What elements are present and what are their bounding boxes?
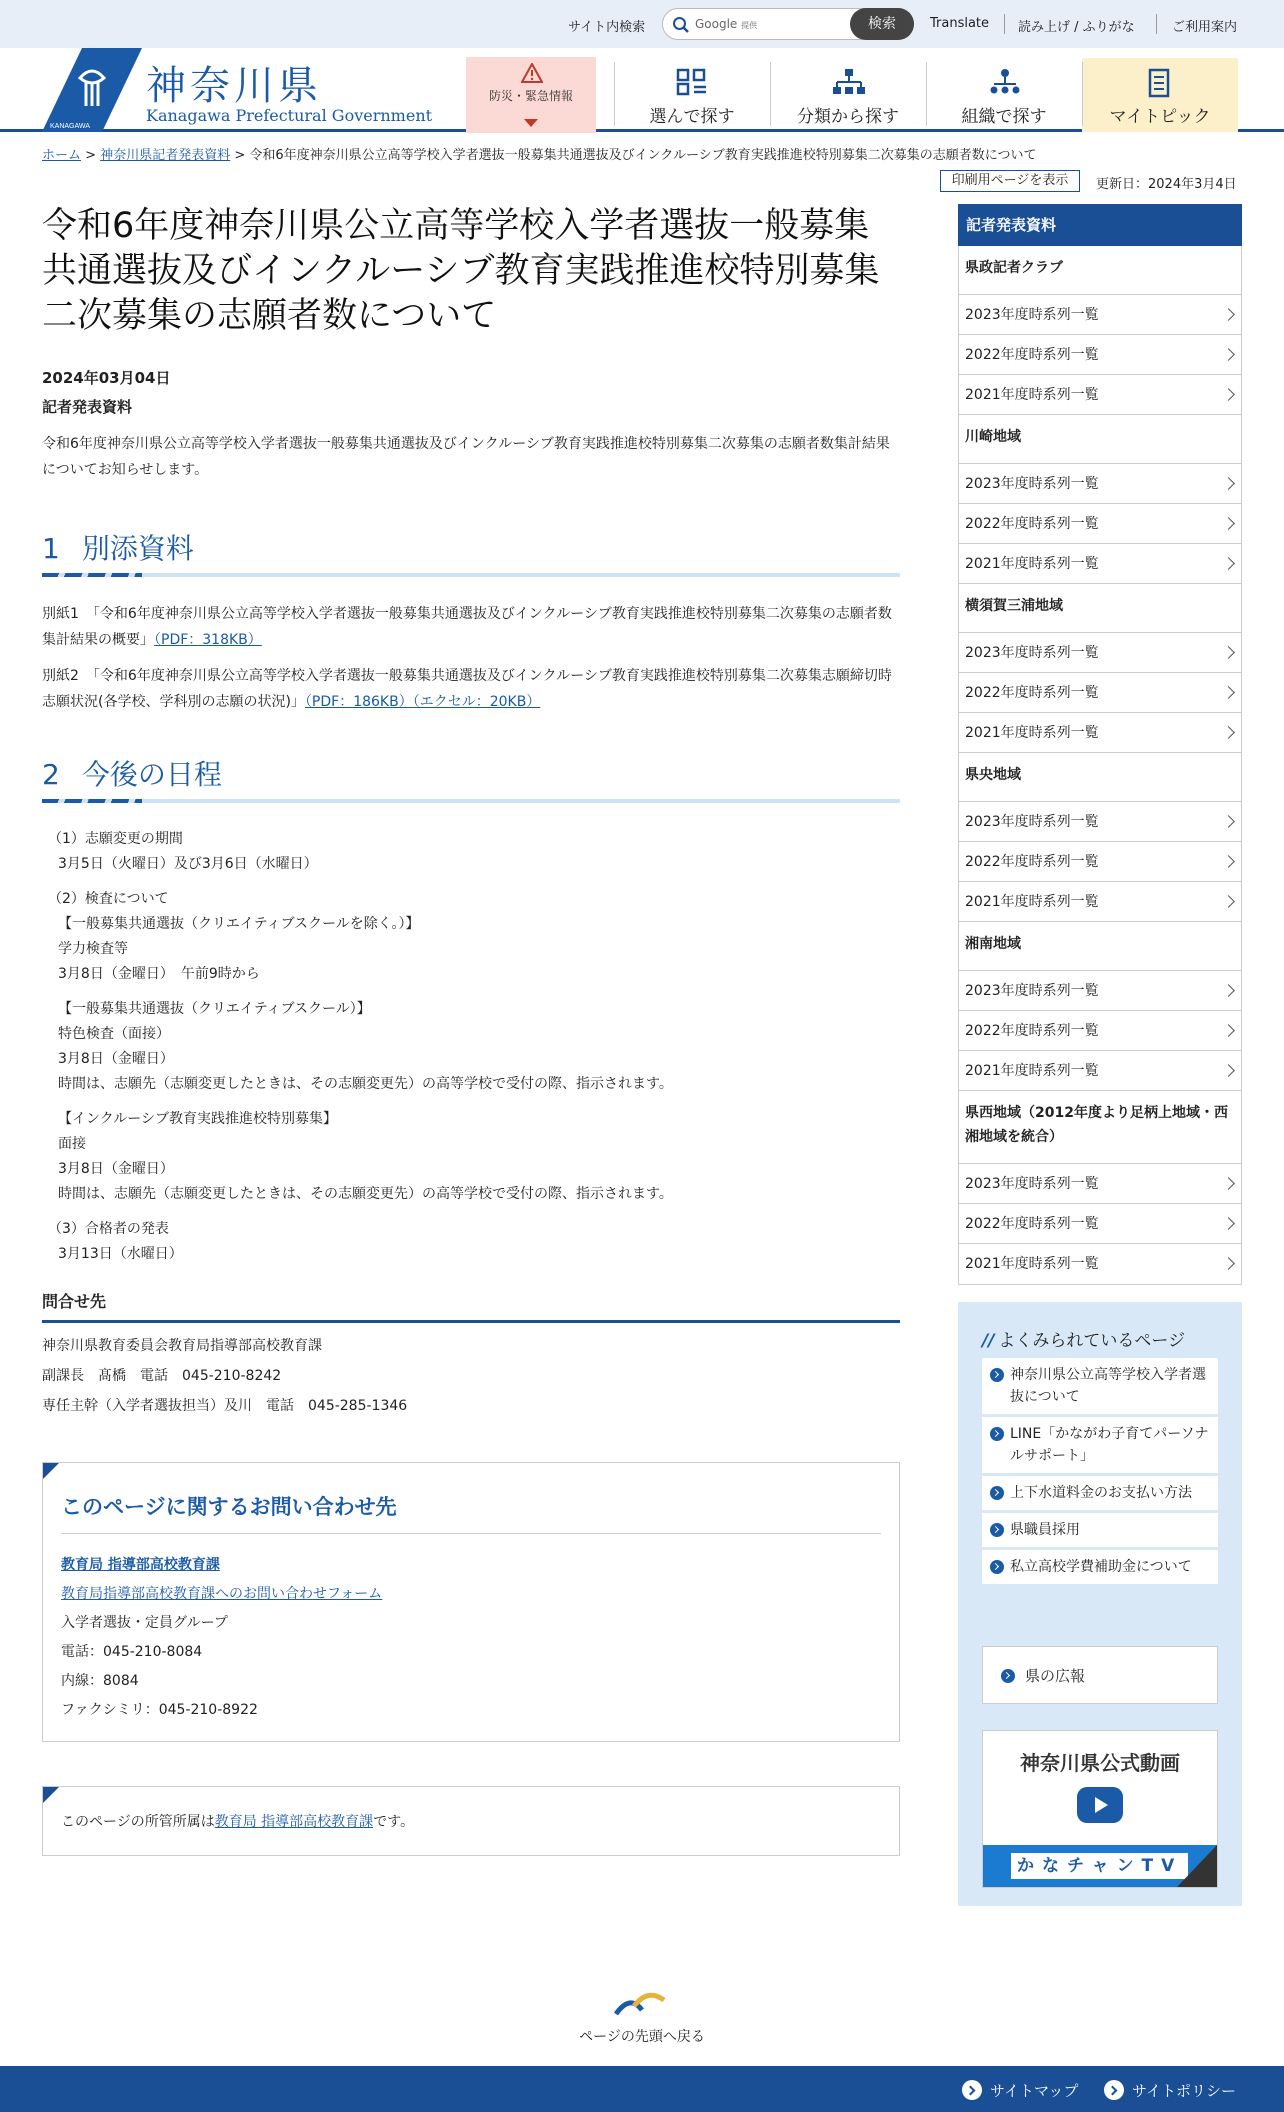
schedule-line: 特色検査（面接） xyxy=(58,1026,170,1042)
inquiry-body xyxy=(61,1551,382,1725)
attachment-1-text: 別紙1 「令和6年度神奈川県公立高等学校入学者選抜一般募集共通選抜及びインクルーシブ教育実践推進校特別募集二次募集の志願者数集計結果の概要」 xyxy=(42,606,892,648)
nav-mytopic-label: マイトピック xyxy=(1109,107,1211,127)
schedule xyxy=(42,827,900,1267)
popular-list xyxy=(982,1358,1218,1584)
guide-link[interactable]: ご利用案内 xyxy=(1172,20,1238,35)
search-placeholder: Google xyxy=(695,17,738,31)
popular-pages xyxy=(958,1302,1242,1906)
schedule-line: 3月13日（水曜日） xyxy=(58,1246,183,1262)
nav-mytopic[interactable] xyxy=(1082,58,1238,132)
nav-organization[interactable] xyxy=(926,58,1082,132)
contact-line: 専任主幹（入学者選抜担当）及川 電話 045-285-1346 xyxy=(42,1398,408,1414)
inquiry-form-link[interactable]: 教育局指導部高校教育課へのお問い合わせフォーム xyxy=(61,1586,383,1602)
sidebar-item[interactable]: 2023年度時系列一覧 xyxy=(959,802,1241,842)
organization-icon xyxy=(988,68,1022,98)
inquiry-ext: 内線：8084 xyxy=(61,1673,139,1689)
attachment-2-excel-link[interactable]: （エクセル：20KB） xyxy=(412,694,541,710)
sidebar-heading: 記者発表資料 xyxy=(958,204,1242,246)
updated-date: 更新日：2024年3月4日 xyxy=(1096,177,1237,192)
inquiry-box xyxy=(42,1462,900,1742)
sidebar-item[interactable]: 2023年度時系列一覧 xyxy=(959,295,1241,335)
breadcrumb-separator: > xyxy=(81,148,101,163)
sidebar-item[interactable]: 2023年度時系列一覧 xyxy=(959,1164,1241,1204)
sidebar-item[interactable]: 2021年度時系列一覧 xyxy=(959,1244,1241,1284)
kanagawa-logo[interactable] xyxy=(42,48,142,136)
sidebar-item[interactable]: 2021年度時系列一覧 xyxy=(959,1051,1241,1091)
nav-organization-label: 組織で探す xyxy=(961,107,1047,127)
popular-item[interactable]: 私立高校学費補助金について xyxy=(982,1550,1218,1584)
main-content xyxy=(42,204,900,1421)
inquiry-title: このページに関するお問い合わせ先 xyxy=(61,1495,397,1519)
video-title: 神奈川県公式動画 xyxy=(1020,1751,1180,1775)
attachment-2-text: 別紙2 「令和6年度神奈川県公立高等学校入学者選抜一般募集共通選抜及びインクルーシブ教育実践推進校特別募集二次募集志願締切時志願状況(各学校、学科別の志願の状況)」 xyxy=(42,668,892,710)
page-title: 令和6年度神奈川県公立高等学校入学者選抜一般募集共通選抜及びインクルーシブ教育実践推進校特別募集二次募集の志願者数について xyxy=(42,206,880,336)
arrow-circle-icon xyxy=(990,1368,1004,1382)
section-number: 1 xyxy=(42,532,60,565)
seagull-icon xyxy=(612,1984,672,2020)
arrow-circle-icon xyxy=(1001,1669,1015,1683)
owner-prefix: このページの所管所属は xyxy=(61,1814,215,1830)
slash-icon: // xyxy=(982,1331,995,1351)
schedule-heading: （3）合格者の発表 xyxy=(48,1221,169,1237)
popular-item[interactable]: 県職員採用 xyxy=(982,1513,1218,1550)
breadcrumb-current: 令和6年度神奈川県公立高等学校入学者選抜一般募集共通選抜及びインクルーシブ教育実践推進校特別募集二次募集の志願者数について xyxy=(249,148,1037,163)
schedule-heading: （1）志願変更の期間 xyxy=(48,831,183,847)
logo-small-text: KANAGAWA xyxy=(50,123,90,130)
section-title: 別添資料 xyxy=(81,532,194,565)
sidebar-item[interactable]: 2022年度時系列一覧 xyxy=(959,1204,1241,1244)
schedule-group: 【一般募集共通選抜（クリエイティブスクール）】 xyxy=(58,1001,371,1017)
document-kind: 記者発表資料 xyxy=(42,398,133,416)
schedule-line: 3月8日（金曜日） xyxy=(58,1051,174,1067)
kanachan-tv-label: かなチャンTV xyxy=(1011,1853,1188,1879)
sidebar-item[interactable]: 2022年度時系列一覧 xyxy=(959,1011,1241,1051)
schedule-group: 【インクルーシブ教育実践推進校特別募集】 xyxy=(58,1111,338,1127)
sidebar-list xyxy=(958,246,1242,1285)
schedule-line: 時間は、志願先（志願変更したときは、その志願変更先）の高等学校で受付の際、指示されます。 xyxy=(58,1076,673,1092)
search-icon xyxy=(672,16,690,34)
site-search-label: サイト内検索 xyxy=(568,20,646,35)
readaloud-link[interactable]: 読み上げ / ふりがな xyxy=(1018,20,1135,35)
emergency-info-label: 防災・緊急情報 xyxy=(488,89,573,103)
attachment-2 xyxy=(42,663,900,715)
popular-item[interactable]: 上下水道料金のお支払い方法 xyxy=(982,1476,1218,1513)
inquiry-fax: ファクシミリ：045-210-8922 xyxy=(61,1702,258,1718)
breadcrumb xyxy=(42,144,1036,163)
lead-text: 令和6年度神奈川県公立高等学校入学者選抜一般募集共通選抜及びインクルーシブ教育実践推進校特別募集二次募集の志願者数集計結果についてお知らせします。 xyxy=(42,436,890,478)
popular-title: // よくみられているページ xyxy=(982,1331,1186,1351)
schedule-line: 学力検査等 xyxy=(58,941,128,957)
sidebar-item[interactable]: 2021年度時系列一覧 xyxy=(959,375,1241,415)
corner-mark xyxy=(43,1463,59,1479)
sidebar-group: 湘南地域 xyxy=(959,922,1241,971)
owner-box xyxy=(42,1786,900,1856)
owner-link[interactable]: 教育局 指導部高校教育課 xyxy=(214,1814,374,1830)
section-attachments-heading xyxy=(42,527,900,577)
koho-label: 県の広報 xyxy=(1025,1667,1086,1685)
sidebar-item[interactable]: 2021年度時系列一覧 xyxy=(959,544,1241,584)
search-button[interactable]: 検索 xyxy=(850,8,914,40)
sidebar-item[interactable]: 2022年度時系列一覧 xyxy=(959,504,1241,544)
breadcrumb-home[interactable]: ホーム xyxy=(42,148,82,163)
arrow-circle-icon xyxy=(990,1486,1004,1500)
mytopic-icon xyxy=(1144,68,1174,98)
search-provider: 提供 xyxy=(741,21,758,30)
attachment-1-pdf-link[interactable]: （PDF：318KB） xyxy=(154,632,262,648)
arrow-circle-icon xyxy=(1104,2080,1124,2100)
sidebar-item[interactable]: 2021年度時系列一覧 xyxy=(959,882,1241,922)
divider xyxy=(1004,14,1005,34)
arrow-circle-icon xyxy=(990,1427,1004,1441)
divider xyxy=(61,1533,881,1534)
site-header xyxy=(0,48,1284,132)
warning-icon xyxy=(521,63,543,83)
schedule-line: 3月5日（火曜日）及び3月6日（水曜日） xyxy=(58,856,318,872)
inquiry-dept-link[interactable]: 教育局 指導部高校教育課 xyxy=(61,1557,220,1573)
logo-title[interactable]: 神奈川県 xyxy=(146,63,322,109)
owner-suffix: です。 xyxy=(373,1814,415,1830)
attachment-2-pdf-link[interactable]: （PDF：186KB） xyxy=(304,694,413,710)
breadcrumb-parent[interactable]: 神奈川県記者発表資料 xyxy=(100,148,231,163)
koho-banner[interactable] xyxy=(982,1646,1218,1704)
back-to-top[interactable] xyxy=(0,1984,1284,2045)
sidebar-item[interactable]: 2022年度時系列一覧 xyxy=(959,335,1241,375)
kanachan-tv-banner xyxy=(983,1845,1217,1887)
site-footer xyxy=(0,2066,1284,2112)
emergency-info-button[interactable] xyxy=(466,57,596,133)
schedule-line: 面接 xyxy=(58,1136,86,1152)
arrow-circle-icon xyxy=(962,2080,982,2100)
video-banner[interactable] xyxy=(982,1730,1218,1888)
prefecture-emblem-icon xyxy=(42,48,142,132)
sidebar-item[interactable]: 2022年度時系列一覧 xyxy=(959,842,1241,882)
print-button[interactable]: 印刷用ページを表示 xyxy=(940,170,1080,192)
contact-heading: 問合せ先 xyxy=(42,1289,900,1323)
schedule-line: 3月8日（金曜日） xyxy=(58,1161,174,1177)
publish-date: 2024年03月04日 xyxy=(42,369,171,387)
divider xyxy=(1156,14,1157,34)
popular-item[interactable]: 神奈川県公立高等学校入学者選抜について xyxy=(982,1358,1218,1417)
sidebar-item[interactable]: 2022年度時系列一覧 xyxy=(959,673,1241,713)
arrow-circle-icon xyxy=(990,1523,1004,1537)
attachments xyxy=(42,601,900,715)
corner-mark xyxy=(43,1787,59,1803)
choose-icon xyxy=(676,68,708,96)
sidebar xyxy=(958,204,1242,1285)
play-icon xyxy=(1077,1787,1123,1823)
nav-choose[interactable] xyxy=(614,58,770,132)
back-to-top-label: ページの先頭へ戻る xyxy=(579,2029,705,2045)
contact-line: 神奈川県教育委員会教育局指導部高校教育課 xyxy=(42,1338,322,1354)
site-policy-link[interactable]: サイトポリシー xyxy=(1104,2080,1236,2101)
sidebar-item[interactable]: 2021年度時系列一覧 xyxy=(959,713,1241,753)
sidebar-item[interactable]: 2023年度時系列一覧 xyxy=(959,464,1241,504)
utility-bar xyxy=(0,0,1284,48)
logo-subtitle: Kanagawa Prefectural Government xyxy=(146,106,433,125)
section-title: 今後の日程 xyxy=(81,758,222,791)
schedule-heading: （2）検査について xyxy=(48,891,169,907)
sitemap-link[interactable]: サイトマップ xyxy=(962,2080,1078,2101)
arrow-circle-icon xyxy=(990,1560,1004,1574)
sidebar-item[interactable]: 2023年度時系列一覧 xyxy=(959,971,1241,1011)
sidebar-group: 県央地域 xyxy=(959,753,1241,802)
chevron-down-icon xyxy=(524,119,538,127)
sidebar-group: 県西地域（2012年度より足柄上地域・西湘地域を統合） xyxy=(959,1091,1241,1164)
sidebar-group: 横須賀三浦地域 xyxy=(959,584,1241,633)
category-icon xyxy=(832,68,866,96)
schedule-line: 時間は、志願先（志願変更したときは、その志願変更先）の高等学校で受付の際、指示されます。 xyxy=(58,1186,673,1202)
contact-line: 副課長 髙橋 電話 045-210-8242 xyxy=(42,1368,282,1384)
nav-choose-label: 選んで探す xyxy=(649,107,735,127)
schedule-line: 3月8日（金曜日） 午前9時から xyxy=(58,966,260,982)
sidebar-item[interactable]: 2023年度時系列一覧 xyxy=(959,633,1241,673)
attachment-1 xyxy=(42,601,900,653)
translate-link[interactable]: Translate xyxy=(930,16,990,31)
inquiry-group: 入学者選抜・定員グループ xyxy=(61,1615,228,1631)
popular-item[interactable]: LINE「かながわ子育てパーソナルサポート」 xyxy=(982,1417,1218,1476)
contact-info xyxy=(42,1331,900,1421)
sidebar-group: 県政記者クラブ xyxy=(959,246,1241,295)
section-number: 2 xyxy=(42,758,60,791)
nav-category-label: 分類から探す xyxy=(797,107,899,127)
schedule-group: 【一般募集共通選抜（クリエイティブスクールを除く。）】 xyxy=(58,916,420,932)
section-schedule-heading xyxy=(42,753,900,803)
sidebar-group: 川崎地域 xyxy=(959,415,1241,464)
nav-category[interactable] xyxy=(770,58,926,132)
breadcrumb-separator: > xyxy=(230,148,250,163)
inquiry-tel: 電話：045-210-8084 xyxy=(61,1644,203,1660)
